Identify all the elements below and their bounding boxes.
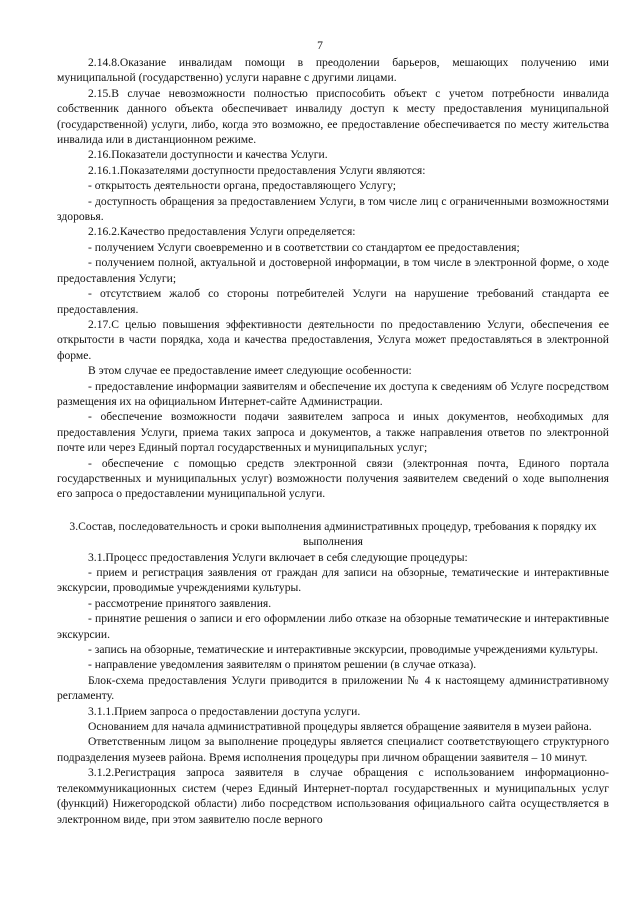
- paragraph: 3.1.2.Регистрация запроса заявителя в случае обращения с использованием информационно-телекоммуникационных систем (через Единый Интернет-портал государственных и муниципальных услуг (функций) Нижегородской области) либо посредством использования официального сайта осуществляется в электронном виде, при этом заявителю после верного: [57, 766, 609, 826]
- paragraph: 3.1.Процесс предоставления Услуги включает в себя следующие процедуры:: [88, 550, 468, 564]
- list-item: - предоставление информации заявителям и обеспечение их доступа к сведениям об Услуге посредством размещения их на официальном Интернет-сайте Администрации.: [57, 379, 609, 408]
- list-item: - доступность обращения за предоставлением Услуги, в том числе лиц с ограниченными возможностями здоровья.: [57, 194, 609, 224]
- section-heading: 3.Состав, последовательность и сроки выполнения административных процедур, требования к порядку их выполнения: [69, 519, 597, 549]
- paragraph: 2.14.8.Оказание инвалидам помощи в преодолении барьеров, мешающих получению ими муниципальной (государственно) услуги наравне с другими лицами.: [57, 56, 609, 85]
- list-item: - направление уведомления заявителям о принятом решении (в случае отказа).: [88, 658, 477, 672]
- list-item: - отсутствием жалоб со стороны потребителей Услуги на нарушение требований стандарта ее предоставления.: [57, 287, 609, 316]
- list-item: - прием и регистрация заявления от граждан для записи на обзорные, тематические и интерактивные экскурсии, проводимые учреждениями культуры.: [57, 566, 609, 595]
- paragraph: 2.16.2.Качество предоставления Услуги определяется:: [88, 225, 356, 239]
- paragraph: В этом случае ее предоставление имеет следующие особенности:: [88, 364, 412, 378]
- list-item: - принятие решения о записи и его оформлении либо отказе на обзорные тематические и интерактивные экскурсии.: [57, 612, 609, 641]
- paragraph: 2.17.С целью повышения эффективности деятельности по предоставлению Услуги, обеспечения ее открытости в части порядка, хода и качества предоставления, Услуга может предоставляться в электронной форме.: [57, 317, 609, 362]
- document-body: [57, 55, 609, 827]
- page-number: 7: [317, 39, 323, 52]
- paragraph: 2.15.В случае невозможности полностью приспособить объект с учетом потребности инвалида собственник данного объекта обеспечивает инвалиду доступ к месту предоставления муниципальной (государственной) услуги, либо, когда это возможно, ее предоставление обеспечивается по месту жительства инвалида или в дистанционном режиме.: [57, 86, 609, 147]
- list-item: - открытость деятельности органа, предоставляющего Услугу;: [88, 179, 396, 193]
- list-item: - запись на обзорные, тематические и интерактивные экскурсии, проводимые учреждениями культуры.: [88, 643, 599, 657]
- list-item: - получением Услуги своевременно и в соответствии со стандартом ее предоставления;: [88, 240, 520, 254]
- paragraph: Основанием для начала административной процедуры является обращение заявителя в музеи района.: [88, 720, 592, 734]
- list-item: - рассмотрение принятого заявления.: [88, 596, 272, 610]
- section-spacer: [57, 502, 609, 519]
- paragraph: Ответственным лицом за выполнение процедуры является специалист соответствующего структурного подразделения музеев района. Время исполнения процедуры при личном обращении заявителя – 10 минут.: [57, 735, 609, 764]
- list-item: - обеспечение возможности подачи заявителем запроса и иных документов, необходимых для предоставления Услуги, приема таких запроса и документов, а также направления ответов по электронной почте или через Единый портал государственных и муниципальных услуг;: [57, 410, 609, 455]
- list-item: - получением полной, актуальной и достоверной информации, в том числе в электронной форме, о ходе предоставления Услуги;: [57, 256, 609, 285]
- paragraph: Блок-схема предоставления Услуги приводится в приложении № 4 к настоящему административному регламенту.: [57, 673, 609, 703]
- paragraph: 2.16.Показатели доступности и качества Услуги.: [88, 148, 328, 162]
- list-item: - обеспечение с помощью средств электронной связи (электронная почта, Единого портала государственных и муниципальных услуг) возможности получения заявителем сведений о ходе выполнения его запроса о предоставлении муниципальной услуги.: [57, 456, 609, 501]
- paragraph: 3.1.1.Прием запроса о предоставлении доступа услуги.: [88, 704, 361, 718]
- paragraph: 2.16.1.Показателями доступности предоставления Услуги являются:: [88, 163, 426, 177]
